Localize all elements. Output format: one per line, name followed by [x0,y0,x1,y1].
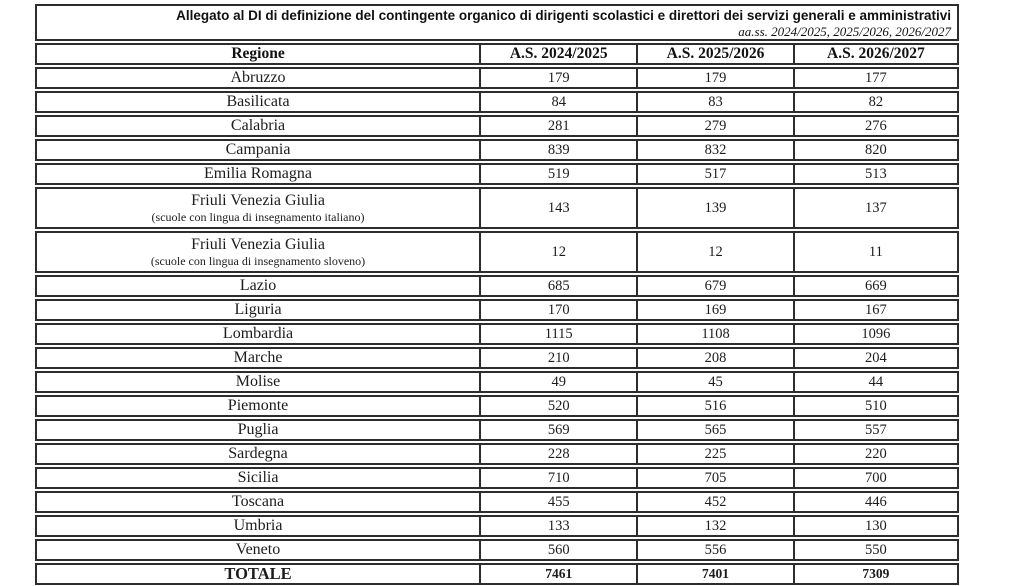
region-name: Toscana [231,493,285,510]
region-name: Lombardia [222,325,294,342]
value-cell: 281 [479,117,636,135]
value-cell: 839 [479,141,636,159]
value-cell: 832 [636,141,792,159]
value-cell: 11 [793,233,957,271]
region-cell [37,117,479,135]
value-cell: 204 [793,349,957,367]
value-cell: 513 [793,165,957,183]
value-cell: 210 [479,349,636,367]
value-cell: 82 [793,93,957,111]
table-row [35,299,959,321]
table-row [35,515,959,537]
region-cell [37,233,479,271]
table-title: Allegato al DI di definizione del contingente organico di dirigenti scolastici e direttori dei servizi generali e amministrativi [176,8,951,23]
region-cell [37,325,479,343]
region-name: Umbria [233,517,283,534]
region-cell [37,93,479,111]
table-row [35,91,959,113]
region-name: Veneto [235,541,281,558]
table-subtitle: aa.ss. 2024/2025, 2025/2026, 2026/2027 [738,24,951,39]
value-cell: 130 [793,517,957,535]
table-row [35,539,959,561]
value-cell: 170 [479,301,636,319]
value-cell: 446 [793,493,957,511]
region-name: Lazio [239,277,277,294]
value-cell: 565 [636,421,792,439]
region-name: Sicilia [237,469,279,486]
region-name: Campania [225,141,291,158]
region-cell [37,165,479,183]
column-header-as-2024-2025: A.S. 2024/2025 [479,45,636,63]
region-cell [37,493,479,511]
table-row [35,443,959,465]
region-cell [37,301,479,319]
value-cell: 519 [479,165,636,183]
table-row [35,419,959,441]
region-cell [37,349,479,367]
value-cell: 220 [793,445,957,463]
region-name: Piemonte [227,397,289,414]
region-cell [37,397,479,415]
region-name: Emilia Romagna [204,165,313,182]
value-cell: 179 [636,69,792,87]
value-cell: 1115 [479,325,636,343]
value-cell: 556 [636,541,792,559]
region-note: (scuole con lingua di insegnamento sloveno) [150,254,366,268]
table-row [35,467,959,489]
value-cell: 550 [793,541,957,559]
table-row [35,395,959,417]
value-cell: 12 [636,233,792,271]
region-name: Sardegna [228,445,288,462]
region-name: Calabria [230,117,286,134]
table-row [35,371,959,393]
value-cell: 279 [636,117,792,135]
region-cell [37,141,479,159]
value-cell: 169 [636,301,792,319]
value-cell: 679 [636,277,792,295]
value-cell: 520 [479,397,636,415]
value-cell: 137 [793,189,957,227]
region-cell [37,421,479,439]
region-name: Abruzzo [230,69,286,86]
value-cell: 45 [636,373,792,391]
table-row [35,67,959,89]
column-header-as-2025-2026: A.S. 2025/2026 [636,45,792,63]
value-cell: 455 [479,493,636,511]
total-value-cell: 7461 [479,565,636,583]
region-note: (scuole con lingua di insegnamento italiano) [151,210,365,224]
region-name: Friuli Venezia Giulia [191,236,325,253]
value-cell: 133 [479,517,636,535]
value-cell: 167 [793,301,957,319]
region-name: Molise [235,373,281,390]
value-cell: 84 [479,93,636,111]
value-cell: 557 [793,421,957,439]
value-cell: 452 [636,493,792,511]
value-cell: 228 [479,445,636,463]
column-header-regione: Regione [231,45,285,62]
value-cell: 516 [636,397,792,415]
table-row [35,139,959,161]
table-body [35,67,959,561]
column-header-as-2026-2027: A.S. 2026/2027 [793,45,957,63]
value-cell: 705 [636,469,792,487]
value-cell: 820 [793,141,957,159]
staffing-table [35,4,959,586]
region-name: Puglia [237,421,279,438]
value-cell: 700 [793,469,957,487]
region-cell [37,373,479,391]
value-cell: 510 [793,397,957,415]
table-total-row [35,563,959,585]
table-row [35,347,959,369]
value-cell: 83 [636,93,792,111]
total-value-cell: 7401 [636,565,792,583]
value-cell: 179 [479,69,636,87]
value-cell: 12 [479,233,636,271]
value-cell: 517 [636,165,792,183]
table-row [35,231,959,273]
value-cell: 225 [636,445,792,463]
table-row [35,275,959,297]
table-row [35,323,959,345]
total-label: TOTALE [224,565,292,583]
value-cell: 132 [636,517,792,535]
region-name: Friuli Venezia Giulia [191,192,325,209]
total-label-cell [37,565,479,583]
value-cell: 177 [793,69,957,87]
value-cell: 1096 [793,325,957,343]
value-cell: 276 [793,117,957,135]
region-cell [37,541,479,559]
table-row [35,491,959,513]
region-cell [37,517,479,535]
region-cell [37,277,479,295]
region-cell [37,469,479,487]
region-name: Basilicata [226,93,290,110]
value-cell: 569 [479,421,636,439]
table-header-row [35,43,959,65]
value-cell: 139 [636,189,792,227]
region-cell [37,189,479,227]
table-row [35,163,959,185]
region-name: Liguria [234,301,282,318]
table-row [35,187,959,229]
value-cell: 143 [479,189,636,227]
region-name: Marche [233,349,283,366]
value-cell: 685 [479,277,636,295]
value-cell: 44 [793,373,957,391]
total-value-cell: 7309 [793,565,957,583]
value-cell: 1108 [636,325,792,343]
table-title-box [35,4,959,41]
value-cell: 208 [636,349,792,367]
value-cell: 669 [793,277,957,295]
value-cell: 560 [479,541,636,559]
region-cell [37,69,479,87]
value-cell: 49 [479,373,636,391]
value-cell: 710 [479,469,636,487]
region-cell [37,445,479,463]
table-row [35,115,959,137]
